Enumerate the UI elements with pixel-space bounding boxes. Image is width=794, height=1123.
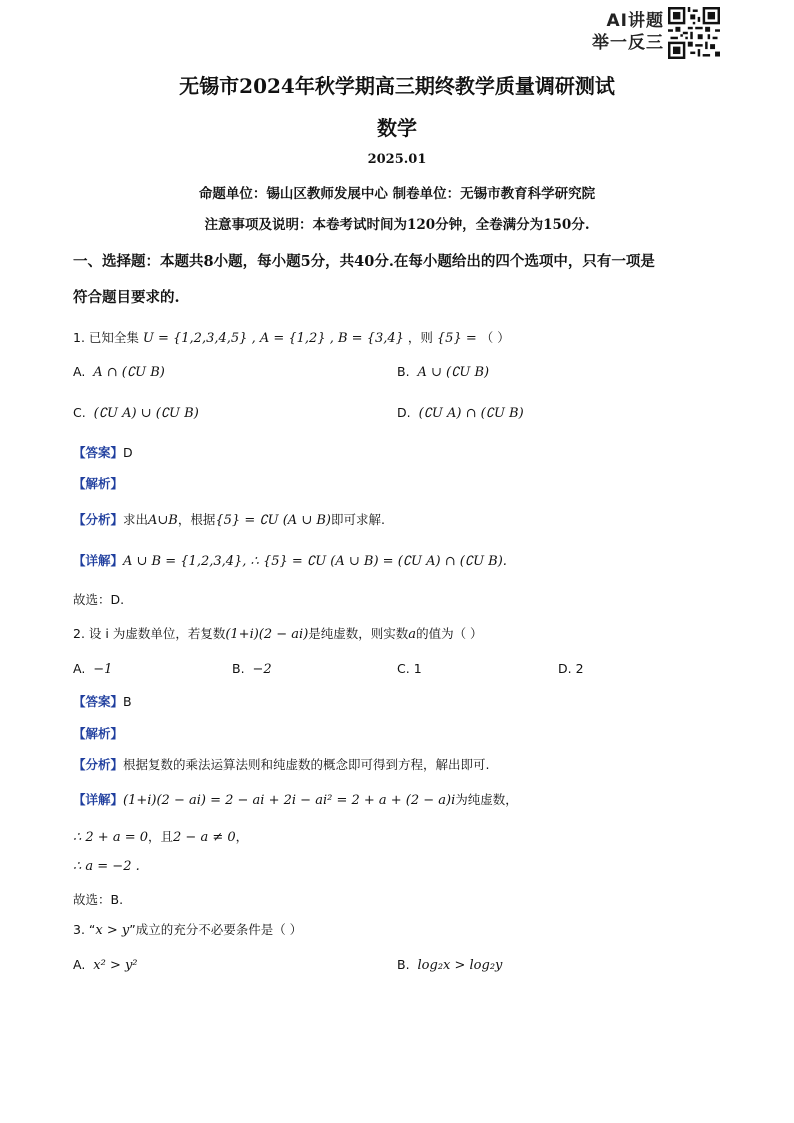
question-2-stem — [73, 624, 483, 642]
q1-fenxi-m1: A∪B — [148, 513, 178, 528]
q2-fenxi-text: 根据复数的乘法运算法则和纯虚数的概念即可得到方程，解出即可. — [123, 757, 490, 772]
q2-option-a-label: A. — [73, 661, 86, 676]
q1-option-b-label: B. — [397, 364, 410, 379]
q2-step1-math: ∴ 2 + a = 0 — [73, 830, 149, 845]
q2-option-a-text: −1 — [93, 662, 113, 677]
q1-option-c — [73, 405, 199, 421]
q1-answer-value: D — [123, 445, 133, 460]
exam-title: 无锡市2024年秋学期高三期终教学质量调研测试 — [179, 74, 615, 98]
q1-option-d-text: (∁U A) ∩ (∁U B) — [418, 406, 524, 421]
q2-step-1 — [73, 827, 248, 845]
q1-fenxi-m2: {5} = ∁U (A ∪ B) — [215, 513, 331, 528]
q2-option-c — [397, 661, 422, 676]
q1-stem-mid: ，则 — [407, 330, 433, 345]
section-heading-line2: 符合题目要求的. — [73, 289, 180, 306]
q1-answer-tag: 【答案】 — [73, 445, 124, 460]
q1-option-c-text: (∁U A) ∪ (∁U B) — [93, 406, 199, 421]
ai-badge — [560, 10, 664, 54]
badge-line-2: 举一反三 — [592, 33, 664, 53]
q1-conclusion: 故选：D. — [73, 592, 125, 607]
q3-option-b-label: B. — [397, 957, 410, 972]
q3-option-b — [397, 957, 502, 973]
q2-option-c-label: C. — [397, 661, 410, 676]
q1-fenxi — [73, 510, 385, 528]
q3-option-b-text: log₂x > log₂y — [417, 958, 503, 973]
q1-detail-tag: 【详解】 — [73, 553, 124, 568]
q1-analysis-tag: 【解析】 — [73, 476, 124, 491]
subject-title: 数学 — [377, 116, 417, 140]
q2-option-a — [73, 661, 112, 677]
q3-stem-a: 3. “ — [73, 922, 96, 937]
q2-option-b-text: −2 — [252, 662, 272, 677]
q2-option-b-label: B. — [232, 661, 245, 676]
q3-option-a-text: x² > y² — [93, 958, 138, 973]
exam-note: 注意事项及说明：本卷考试时间为120分钟，全卷满分为150分. — [204, 217, 590, 233]
q2-option-d-label: D. — [558, 661, 572, 676]
q1-option-a-text: A ∩ (∁U B) — [93, 365, 165, 380]
q1-option-a — [73, 364, 165, 380]
exam-units: 命题单位：锡山区教师发展中心 制卷单位：无锡市教育科学研究院 — [198, 186, 596, 202]
q1-fenxi-c: 即可求解. — [330, 512, 385, 527]
q2-detail-suffix: 为纯虚数， — [455, 792, 518, 807]
qr-code-icon[interactable] — [668, 7, 720, 59]
question-1-stem — [73, 328, 510, 346]
q2-option-d-text: 2 — [575, 661, 584, 676]
exam-date: 2025.01 — [367, 152, 427, 167]
q2-step1-mid: ，且 — [148, 829, 174, 844]
q2-option-b — [232, 661, 272, 677]
q1-option-d — [397, 405, 524, 421]
q1-stem-suffix: （ ） — [480, 330, 510, 345]
section-heading-line1: 一、选择题：本题共8小题，每小题5分，共40分.在每小题给出的四个选项中，只有一项是 — [73, 253, 655, 270]
q3-stem-math: x > y — [95, 923, 130, 938]
question-3-stem — [73, 920, 302, 938]
q2-option-d — [558, 661, 584, 676]
q2-step1-math2: 2 − a ≠ 0 — [173, 830, 236, 845]
q1-option-d-label: D. — [397, 405, 411, 420]
q2-step2-math: ∴ a = −2 . — [73, 859, 140, 874]
q1-option-b — [397, 364, 489, 380]
q2-conclusion: 故选：B. — [73, 892, 124, 907]
q1-detail-math: A ∪ B = {1,2,3,4}, ∴ {5} = ∁U (A ∪ B) = (∁U A) ∩ (∁U B). — [123, 554, 507, 569]
q2-detail — [73, 790, 518, 808]
q2-fenxi — [73, 755, 490, 773]
q2-stem-math: (1+i)(2 − ai) — [225, 627, 309, 642]
q1-answer — [73, 443, 133, 461]
q3-stem-b: ”成立的充分不必要条件是（ ） — [129, 922, 303, 937]
badge-line-1: AI讲题 — [606, 11, 664, 31]
q2-option-c-text: 1 — [413, 661, 422, 676]
q1-fenxi-a: 求出 — [123, 512, 149, 527]
q2-answer — [73, 692, 132, 710]
q2-detail-tag: 【详解】 — [73, 792, 124, 807]
q1-detail — [73, 551, 507, 569]
q3-option-a-label: A. — [73, 957, 86, 972]
q1-fenxi-b: ，根据 — [177, 512, 216, 527]
q2-analysis-tag: 【解析】 — [73, 726, 124, 741]
q2-answer-tag: 【答案】 — [73, 694, 124, 709]
q2-fenxi-tag: 【分析】 — [73, 757, 124, 772]
q1-option-b-text: A ∪ (∁U B) — [417, 365, 490, 380]
q2-stem-math2: a — [408, 627, 417, 642]
q3-option-a — [73, 957, 138, 973]
q2-step-2 — [73, 858, 140, 874]
q2-stem-c: 的值为（ ） — [416, 626, 483, 641]
q2-detail-math: (1+i)(2 − ai) = 2 − ai + 2i − ai² = 2 + a + (2 − a)i — [123, 793, 456, 808]
q1-stem-math2: {5} = — [436, 331, 477, 346]
q1-fenxi-tag: 【分析】 — [73, 512, 124, 527]
q2-answer-value: B — [123, 694, 132, 709]
q2-stem-b: 是纯虚数，则实数 — [308, 626, 409, 641]
q2-stem-a: 2. 设 i 为虚数单位，若复数 — [73, 626, 226, 641]
q1-option-c-label: C. — [73, 405, 86, 420]
q2-step1-end: ， — [235, 829, 249, 844]
q1-stem-math: U = {1,2,3,4,5} , A = {1,2} , B = {3,4} — [142, 331, 404, 346]
q1-option-a-label: A. — [73, 364, 86, 379]
q1-stem-prefix: 1. 已知全集 — [73, 330, 139, 345]
